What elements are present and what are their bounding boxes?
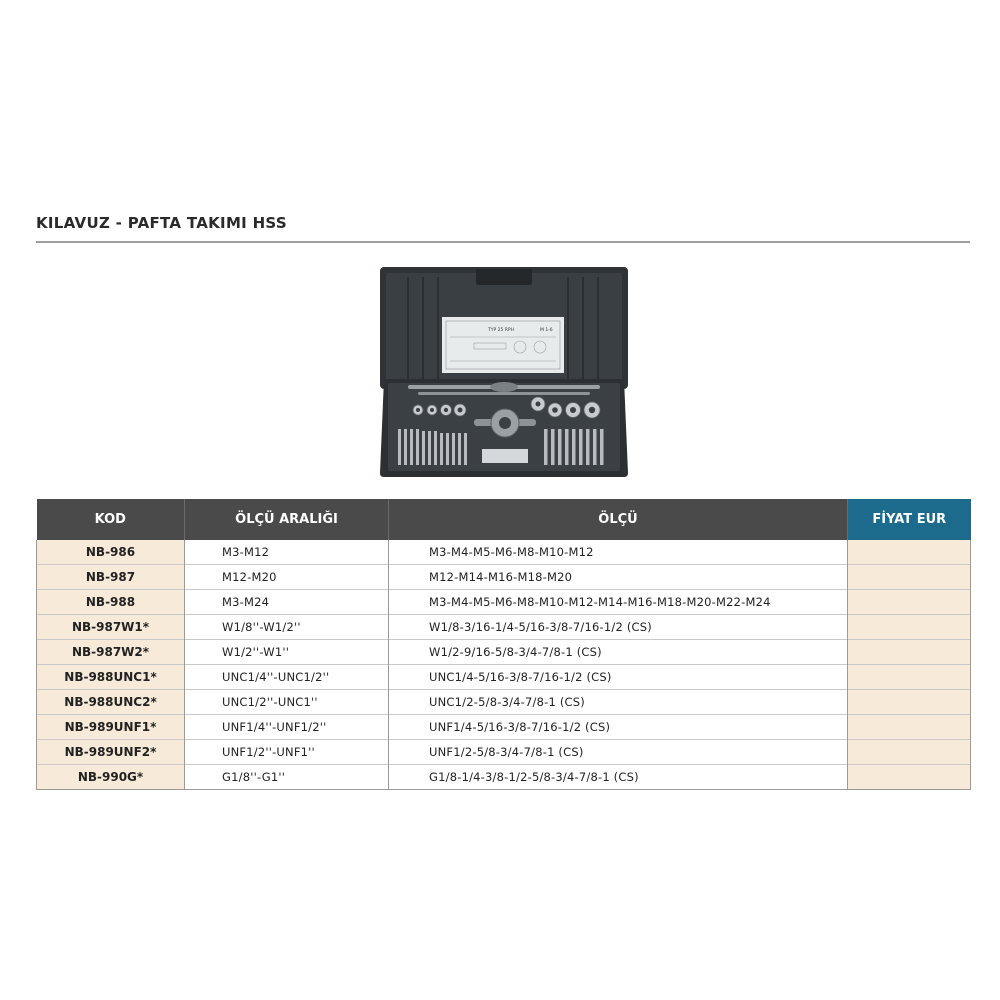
row-code: NB-989UNF1* <box>37 715 185 740</box>
row-price <box>848 565 971 590</box>
column-header-price: FİYAT EUR <box>848 499 971 540</box>
row-code: NB-988UNC2* <box>37 690 185 715</box>
row-code: NB-987W2* <box>37 640 185 665</box>
row-sizes: UNF1/2-5/8-3/4-7/8-1 (CS) <box>389 740 848 765</box>
row-sizes: M3-M4-M5-M6-M8-M10-M12-M14-M16-M18-M20-M22-M24 <box>389 590 848 615</box>
table-row <box>37 565 971 590</box>
row-price <box>848 690 971 715</box>
table-row <box>37 740 971 765</box>
row-sizes: W1/2-9/16-5/8-3/4-7/8-1 (CS) <box>389 640 848 665</box>
row-range: M12-M20 <box>185 565 389 590</box>
price-table <box>36 499 971 790</box>
table-row <box>37 615 971 640</box>
label-code: TYP 25 RPH <box>488 328 515 333</box>
row-range: UNC1/2''-UNC1'' <box>185 690 389 715</box>
table-header-row <box>37 499 971 540</box>
table-row <box>37 715 971 740</box>
row-price <box>848 715 971 740</box>
row-range: UNF1/2''-UNF1'' <box>185 740 389 765</box>
table-row <box>37 765 971 790</box>
column-header-code: KOD <box>37 499 185 540</box>
row-range: UNC1/4''-UNC1/2'' <box>185 665 389 690</box>
table-row <box>37 640 971 665</box>
row-price <box>848 540 971 565</box>
row-code: NB-988 <box>37 590 185 615</box>
row-sizes: M3-M4-M5-M6-M8-M10-M12 <box>429 545 594 559</box>
row-sizes: UNF1/4-5/16-3/8-7/16-1/2 (CS) <box>389 715 848 740</box>
row-range: W1/8''-W1/2'' <box>185 615 389 640</box>
row-range: UNF1/4''-UNF1/2'' <box>185 715 389 740</box>
column-header-range: ÖLÇÜ ARALIĞI <box>185 499 389 540</box>
row-sizes: UNC1/2-5/8-3/4-7/8-1 (CS) <box>389 690 848 715</box>
table-row <box>37 690 971 715</box>
row-range: G1/8''-G1'' <box>185 765 389 790</box>
row-price <box>848 615 971 640</box>
table-row <box>37 665 971 690</box>
row-price <box>848 590 971 615</box>
row-price <box>848 740 971 765</box>
product-image <box>378 263 630 481</box>
row-code: NB-986 <box>37 540 185 565</box>
row-price <box>848 665 971 690</box>
row-code: NB-990G* <box>37 765 185 790</box>
title-divider <box>36 241 970 243</box>
table-row <box>37 590 971 615</box>
row-code: NB-988UNC1* <box>37 665 185 690</box>
label-size: M 1-6 <box>540 328 553 333</box>
row-sizes: UNC1/4-5/16-3/8-7/16-1/2 (CS) <box>389 665 848 690</box>
column-header-sizes: ÖLÇÜ <box>389 499 848 540</box>
row-sizes: W1/8-3/16-1/4-5/16-3/8-7/16-1/2 (CS) <box>389 615 848 640</box>
page-title: KILAVUZ - PAFTA TAKIMI HSS <box>36 214 287 232</box>
row-range: M3-M12 <box>185 540 389 565</box>
row-sizes: G1/8-1/4-3/8-1/2-5/8-3/4-7/8-1 (CS) <box>389 765 848 790</box>
row-price <box>848 640 971 665</box>
row-code: NB-987W1* <box>37 615 185 640</box>
row-price <box>848 765 971 790</box>
row-code: NB-987 <box>37 565 185 590</box>
row-range: W1/2''-W1'' <box>185 640 389 665</box>
row-code: NB-989UNF2* <box>37 740 185 765</box>
row-range: M3-M24 <box>185 590 389 615</box>
table-row <box>37 540 971 565</box>
row-sizes: M12-M14-M16-M18-M20 <box>389 565 848 590</box>
